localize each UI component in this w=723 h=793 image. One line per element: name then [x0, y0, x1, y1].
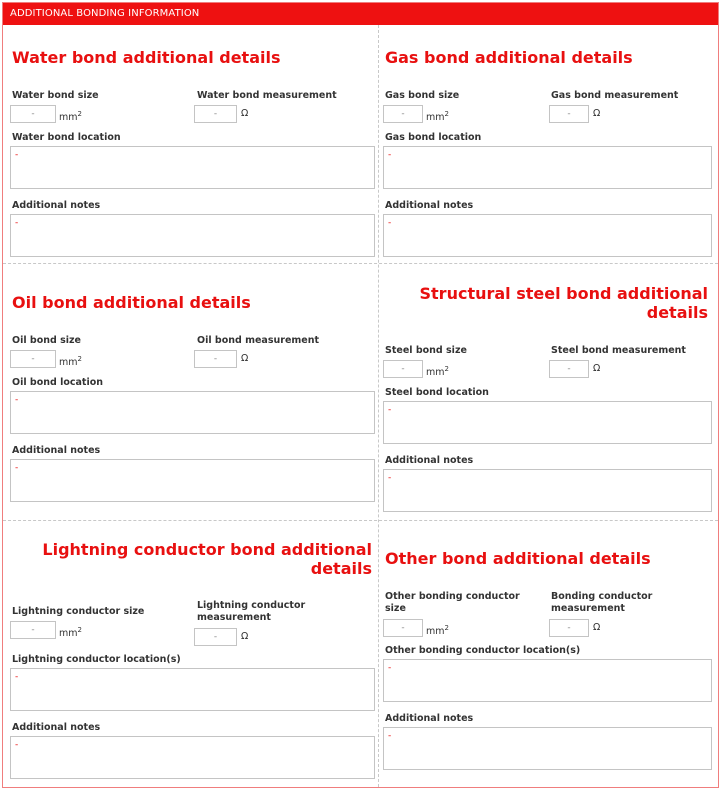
steel-bond-size-input[interactable]: - — [383, 360, 423, 378]
gas-bond-size-input[interactable]: - — [383, 105, 423, 123]
oil-bond-size-unit: $mm^2$ — [59, 355, 82, 369]
other-conductor-size-label: Other bonding conductor size — [385, 591, 520, 614]
lightning-conductor-location-label: Lightning conductor location(s) — [12, 654, 181, 665]
row-divider-2 — [3, 520, 718, 521]
oil-bond-heading: Oil bond additional details — [12, 293, 251, 312]
steel-bond-location-label: Steel bond location — [385, 387, 489, 398]
lightning-conductor-size-label: Lightning conductor size — [12, 606, 145, 617]
oil-bond-measurement-label: Oil bond measurement — [197, 335, 320, 346]
other-conductor-location-label: Other bonding conductor location(s) — [385, 645, 581, 656]
steel-bond-heading: Structural steel bond additional details — [419, 284, 708, 322]
other-conductor-measurement-input[interactable]: - — [549, 619, 589, 637]
other-conductor-measurement-label: Bonding conductor measurement — [551, 591, 653, 614]
gas-bond-location-label: Gas bond location — [385, 132, 482, 143]
steel-bond-measurement-label: Steel bond measurement — [551, 345, 686, 356]
steel-bond-size-label: Steel bond size — [385, 345, 467, 356]
row-divider-1 — [3, 263, 718, 264]
gas-bond-location-textarea[interactable]: - — [383, 146, 712, 189]
other-conductor-location-textarea[interactable]: - — [383, 659, 712, 702]
oil-bond-notes-label: Additional notes — [12, 445, 101, 456]
steel-bond-size-unit: $mm^2$ — [426, 365, 449, 379]
lightning-conductor-measurement-label: Lightning conductor measurement — [197, 600, 306, 623]
gas-bond-measurement-label: Gas bond measurement — [551, 90, 679, 101]
steel-bond-measurement-unit: Ω — [593, 363, 601, 374]
lightning-bond-heading: Lightning conductor bond additional details — [42, 540, 372, 578]
water-bond-measurement-unit: Ω — [241, 108, 249, 119]
additional-bonding-panel — [2, 2, 719, 788]
lightning-conductor-size-input[interactable]: - — [10, 621, 56, 639]
other-bond-heading: Other bond additional details — [385, 549, 651, 568]
lightning-conductor-measurement-input[interactable]: - — [194, 628, 237, 646]
water-bond-location-textarea[interactable]: - — [10, 146, 375, 189]
other-bond-notes-textarea[interactable]: - — [383, 727, 712, 770]
oil-bond-location-label: Oil bond location — [12, 377, 104, 388]
other-conductor-measurement-unit: Ω — [593, 622, 601, 633]
steel-bond-notes-label: Additional notes — [385, 455, 474, 466]
steel-bond-notes-textarea[interactable]: - — [383, 469, 712, 512]
oil-bond-measurement-unit: Ω — [241, 353, 249, 364]
gas-bond-size-label: Gas bond size — [385, 90, 460, 101]
oil-bond-location-textarea[interactable]: - — [10, 391, 375, 434]
oil-bond-size-input[interactable]: - — [10, 350, 56, 368]
gas-bond-measurement-input[interactable]: - — [549, 105, 589, 123]
column-divider — [378, 25, 379, 787]
lightning-conductor-measurement-unit: Ω — [241, 631, 249, 642]
steel-bond-location-textarea[interactable]: - — [383, 401, 712, 444]
water-bond-size-unit: $mm^2$ — [59, 110, 82, 124]
water-bond-measurement-label: Water bond measurement — [197, 90, 337, 101]
gas-bond-notes-textarea[interactable]: - — [383, 214, 712, 257]
gas-bond-notes-label: Additional notes — [385, 200, 474, 211]
gas-bond-heading: Gas bond additional details — [385, 48, 633, 67]
water-bond-measurement-input[interactable]: - — [194, 105, 237, 123]
panel-header: ADDITIONAL BONDING INFORMATION — [3, 3, 718, 25]
water-bond-location-label: Water bond location — [12, 132, 121, 143]
water-bond-notes-label: Additional notes — [12, 200, 101, 211]
oil-bond-notes-textarea[interactable]: - — [10, 459, 375, 502]
gas-bond-measurement-unit: Ω — [593, 108, 601, 119]
lightning-bond-notes-label: Additional notes — [12, 722, 101, 733]
water-bond-heading: Water bond additional details — [12, 48, 281, 67]
steel-bond-measurement-input[interactable]: - — [549, 360, 589, 378]
gas-bond-size-unit: $mm^2$ — [426, 110, 449, 124]
lightning-conductor-location-textarea[interactable]: - — [10, 668, 375, 711]
oil-bond-size-label: Oil bond size — [12, 335, 81, 346]
water-bond-size-input[interactable]: - — [10, 105, 56, 123]
lightning-bond-notes-textarea[interactable]: - — [10, 736, 375, 779]
water-bond-size-label: Water bond size — [12, 90, 99, 101]
other-conductor-size-input[interactable]: - — [383, 619, 423, 637]
oil-bond-measurement-input[interactable]: - — [194, 350, 237, 368]
lightning-conductor-size-unit: $mm^2$ — [59, 626, 82, 640]
other-bond-notes-label: Additional notes — [385, 713, 474, 724]
other-conductor-size-unit: $mm^2$ — [426, 624, 449, 638]
water-bond-notes-textarea[interactable]: - — [10, 214, 375, 257]
